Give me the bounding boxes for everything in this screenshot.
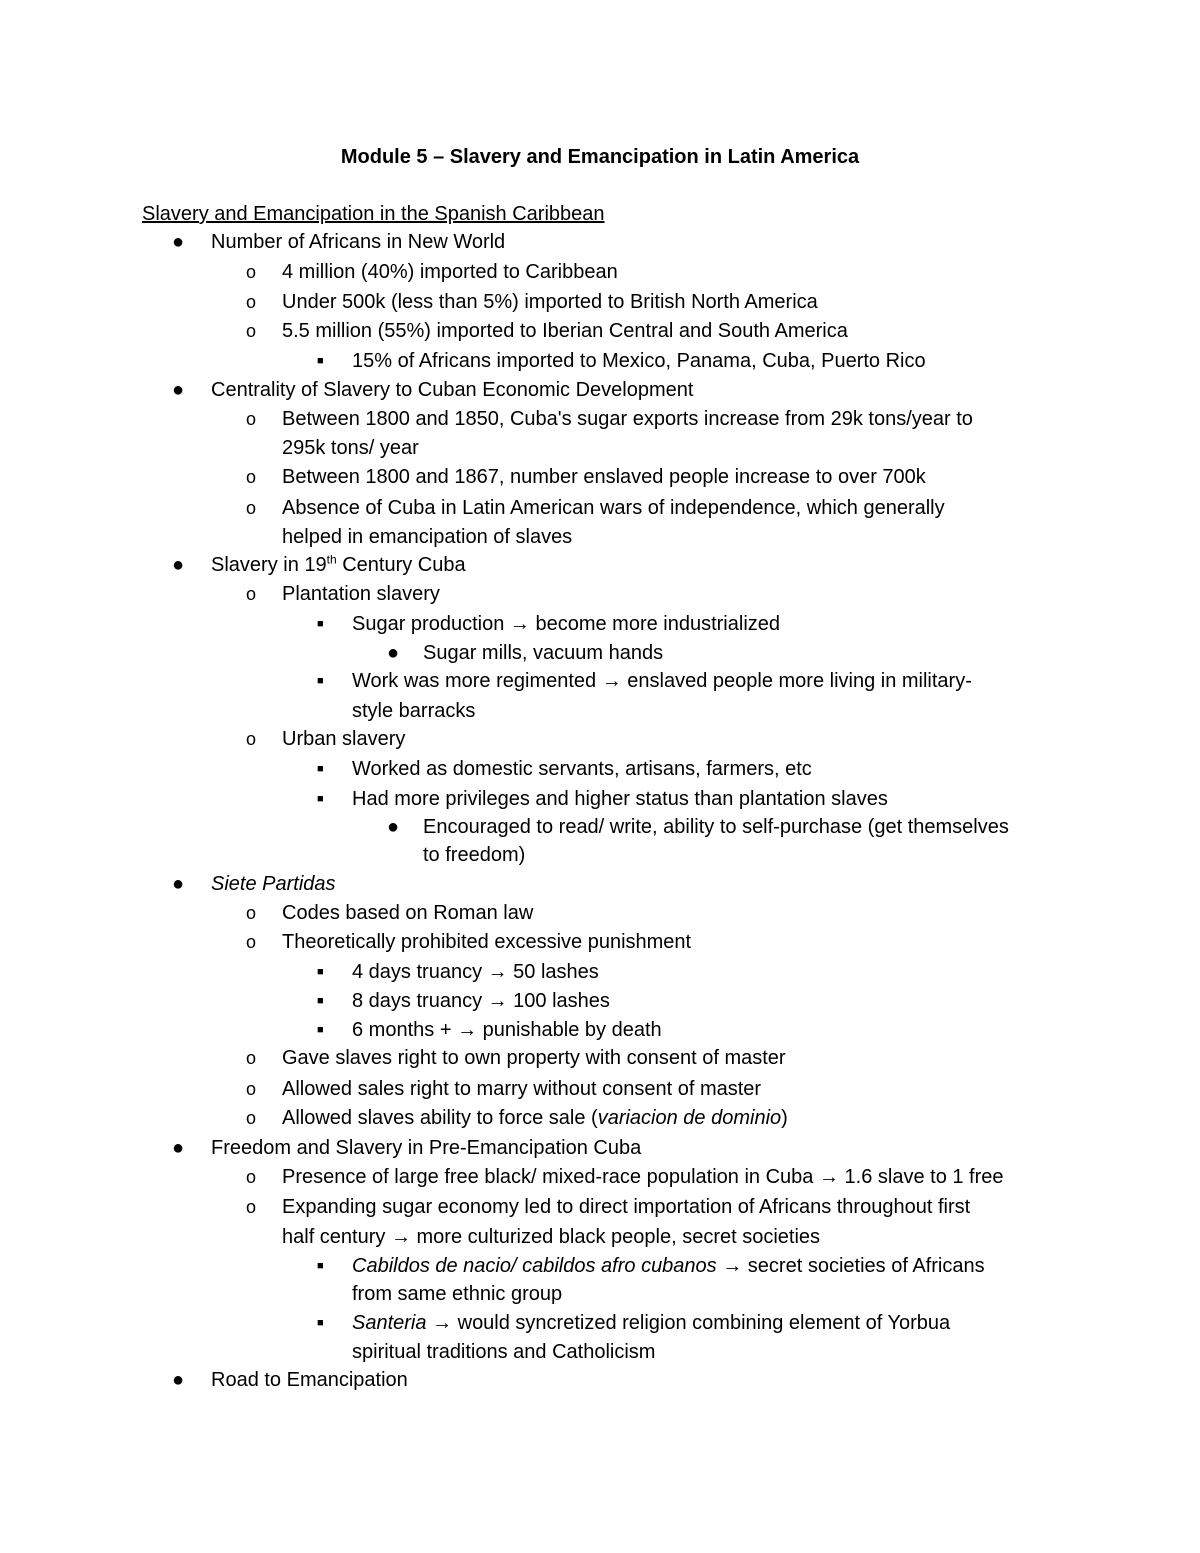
bullet-icon: ● [387, 816, 400, 838]
list-item [352, 1016, 662, 1045]
arrow-icon: → [487, 961, 508, 983]
list-item [352, 1309, 950, 1338]
list-item-text: secret societies of Africans [742, 1255, 985, 1277]
circle-bullet-icon: o [246, 1197, 257, 1217]
bullet-icon: ● [172, 873, 185, 895]
list-item: Urban slavery [282, 728, 406, 750]
list-item: Number of Africans in New World [211, 231, 506, 253]
list-item-text: Sugar production [352, 613, 510, 635]
arrow-icon: → [487, 990, 508, 1012]
square-bullet-icon: ■ [317, 763, 324, 775]
list-item: Road to Emancipation [211, 1369, 408, 1391]
circle-bullet-icon: o [246, 467, 257, 487]
square-bullet-icon: ■ [317, 355, 324, 367]
circle-bullet-icon: o [246, 292, 257, 312]
list-item: Between 1800 and 1867, number enslaved people increase to over 700k [282, 466, 926, 488]
superscript: th [326, 552, 337, 567]
bullet-icon: ● [172, 1369, 185, 1391]
list-item-text: 50 lashes [507, 961, 599, 983]
list-item-text: Slavery in 19 [211, 554, 327, 576]
list-item-continuation: helped in emancipation of slaves [282, 526, 573, 548]
list-item: 4 million (40%) imported to Caribbean [282, 261, 618, 283]
list-item-text: variacion de dominio [597, 1107, 782, 1129]
arrow-icon: → [818, 1166, 839, 1188]
list-item-text: 8 days truancy [352, 990, 488, 1012]
list-item-continuation: 295k tons/ year [282, 437, 419, 459]
arrow-icon: → [722, 1255, 743, 1277]
square-bullet-icon: ■ [317, 995, 324, 1007]
list-item: Gave slaves right to own property with consent of master [282, 1047, 786, 1069]
page-title: Module 5 – Slavery and Emancipation in Latin America [340, 146, 860, 168]
list-item-text: 1.6 slave to 1 free [838, 1166, 1004, 1188]
bullet-icon: ● [172, 1137, 185, 1159]
circle-bullet-icon: o [246, 932, 257, 952]
circle-bullet-icon: o [246, 498, 257, 518]
section-heading: Slavery and Emancipation in the Spanish Caribbean [142, 203, 605, 225]
list-item-text: ) [781, 1107, 788, 1129]
list-item [352, 1252, 985, 1281]
arrow-icon: → [432, 1312, 453, 1334]
list-item [352, 667, 972, 696]
list-item: Between 1800 and 1850, Cuba's sugar exports increase from 29k tons/year to [282, 408, 973, 430]
list-item [282, 1163, 1004, 1192]
list-item-continuation: spiritual traditions and Catholicism [352, 1341, 656, 1363]
list-item-continuation: style barracks [352, 700, 476, 722]
list-item-text: 6 months + [352, 1019, 458, 1041]
circle-bullet-icon: o [246, 321, 257, 341]
circle-bullet-icon: o [246, 1167, 257, 1187]
list-item-text: Santeria [352, 1312, 427, 1334]
square-bullet-icon: ■ [317, 1024, 324, 1036]
list-item: Codes based on Roman law [282, 902, 534, 924]
list-item: 15% of Africans imported to Mexico, Panama, Cuba, Puerto Rico [352, 350, 926, 372]
arrow-icon: → [457, 1019, 478, 1041]
list-item-text: Cabildos de nacio/ cabildos afro cubanos [352, 1255, 717, 1277]
circle-bullet-icon: o [246, 729, 257, 749]
list-item-text: Allowed slaves ability to force sale ( [282, 1107, 598, 1129]
arrow-icon: → [601, 670, 622, 692]
circle-bullet-icon: o [246, 584, 257, 604]
list-item: Centrality of Slavery to Cuban Economic Development [211, 379, 694, 401]
list-item-text: 100 lashes [507, 990, 610, 1012]
list-item: Sugar mills, vacuum hands [423, 642, 664, 664]
arrow-icon: → [390, 1226, 411, 1248]
list-item-text: half century [282, 1226, 391, 1248]
list-item: Allowed sales right to marry without consent of master [282, 1078, 762, 1100]
list-item: Under 500k (less than 5%) imported to British North America [282, 291, 818, 313]
square-bullet-icon: ■ [317, 675, 324, 687]
list-item [282, 1104, 788, 1133]
list-item: 5.5 million (55%) imported to Iberian Central and South America [282, 320, 848, 342]
list-item: Absence of Cuba in Latin American wars of independence, which generally [282, 497, 945, 519]
bullet-icon: ● [172, 554, 185, 576]
bullet-icon: ● [172, 231, 185, 253]
square-bullet-icon: ■ [317, 1317, 324, 1329]
square-bullet-icon: ■ [317, 966, 324, 978]
list-item-continuation: from same ethnic group [352, 1283, 563, 1305]
list-item [352, 958, 599, 987]
list-item [211, 551, 466, 580]
bullet-icon: ● [172, 379, 185, 401]
square-bullet-icon: ■ [317, 618, 324, 630]
list-item: Freedom and Slavery in Pre-Emancipation Cuba [211, 1137, 642, 1159]
list-item-text: Work was more regimented [352, 670, 602, 692]
list-item [352, 610, 780, 639]
list-item-text: Presence of large free black/ mixed-race population in Cuba [282, 1166, 819, 1188]
list-item-text: 4 days truancy [352, 961, 488, 983]
list-item [352, 987, 610, 1016]
list-item: Encouraged to read/ write, ability to self-purchase (get themselves [423, 816, 1009, 838]
list-item: Worked as domestic servants, artisans, farmers, etc [352, 758, 812, 780]
circle-bullet-icon: o [246, 1079, 257, 1099]
square-bullet-icon: ■ [317, 793, 324, 805]
list-item-text: more culturized black people, secret societies [410, 1226, 821, 1248]
list-item-text: would syncretized religion combining element of Yorbua [452, 1312, 951, 1334]
list-item-continuation: to freedom) [423, 844, 526, 866]
circle-bullet-icon: o [246, 1108, 257, 1128]
list-item: Siete Partidas [211, 873, 336, 895]
square-bullet-icon: ■ [317, 1260, 324, 1272]
circle-bullet-icon: o [246, 409, 257, 429]
list-item: Theoretically prohibited excessive punishment [282, 931, 692, 953]
bullet-icon: ● [387, 642, 400, 664]
list-item-continuation [282, 1223, 820, 1252]
circle-bullet-icon: o [246, 1048, 257, 1068]
list-item-text: punishable by death [477, 1019, 662, 1041]
list-item: Plantation slavery [282, 583, 440, 605]
list-item-text: Century Cuba [336, 554, 466, 576]
list-item: Expanding sugar economy led to direct importation of Africans throughout first [282, 1196, 971, 1218]
circle-bullet-icon: o [246, 903, 257, 923]
arrow-icon: → [509, 613, 530, 635]
list-item-text: enslaved people more living in military- [621, 670, 972, 692]
list-item: Had more privileges and higher status than plantation slaves [352, 788, 888, 810]
list-item-text: become more industrialized [529, 613, 781, 635]
circle-bullet-icon: o [246, 262, 257, 282]
